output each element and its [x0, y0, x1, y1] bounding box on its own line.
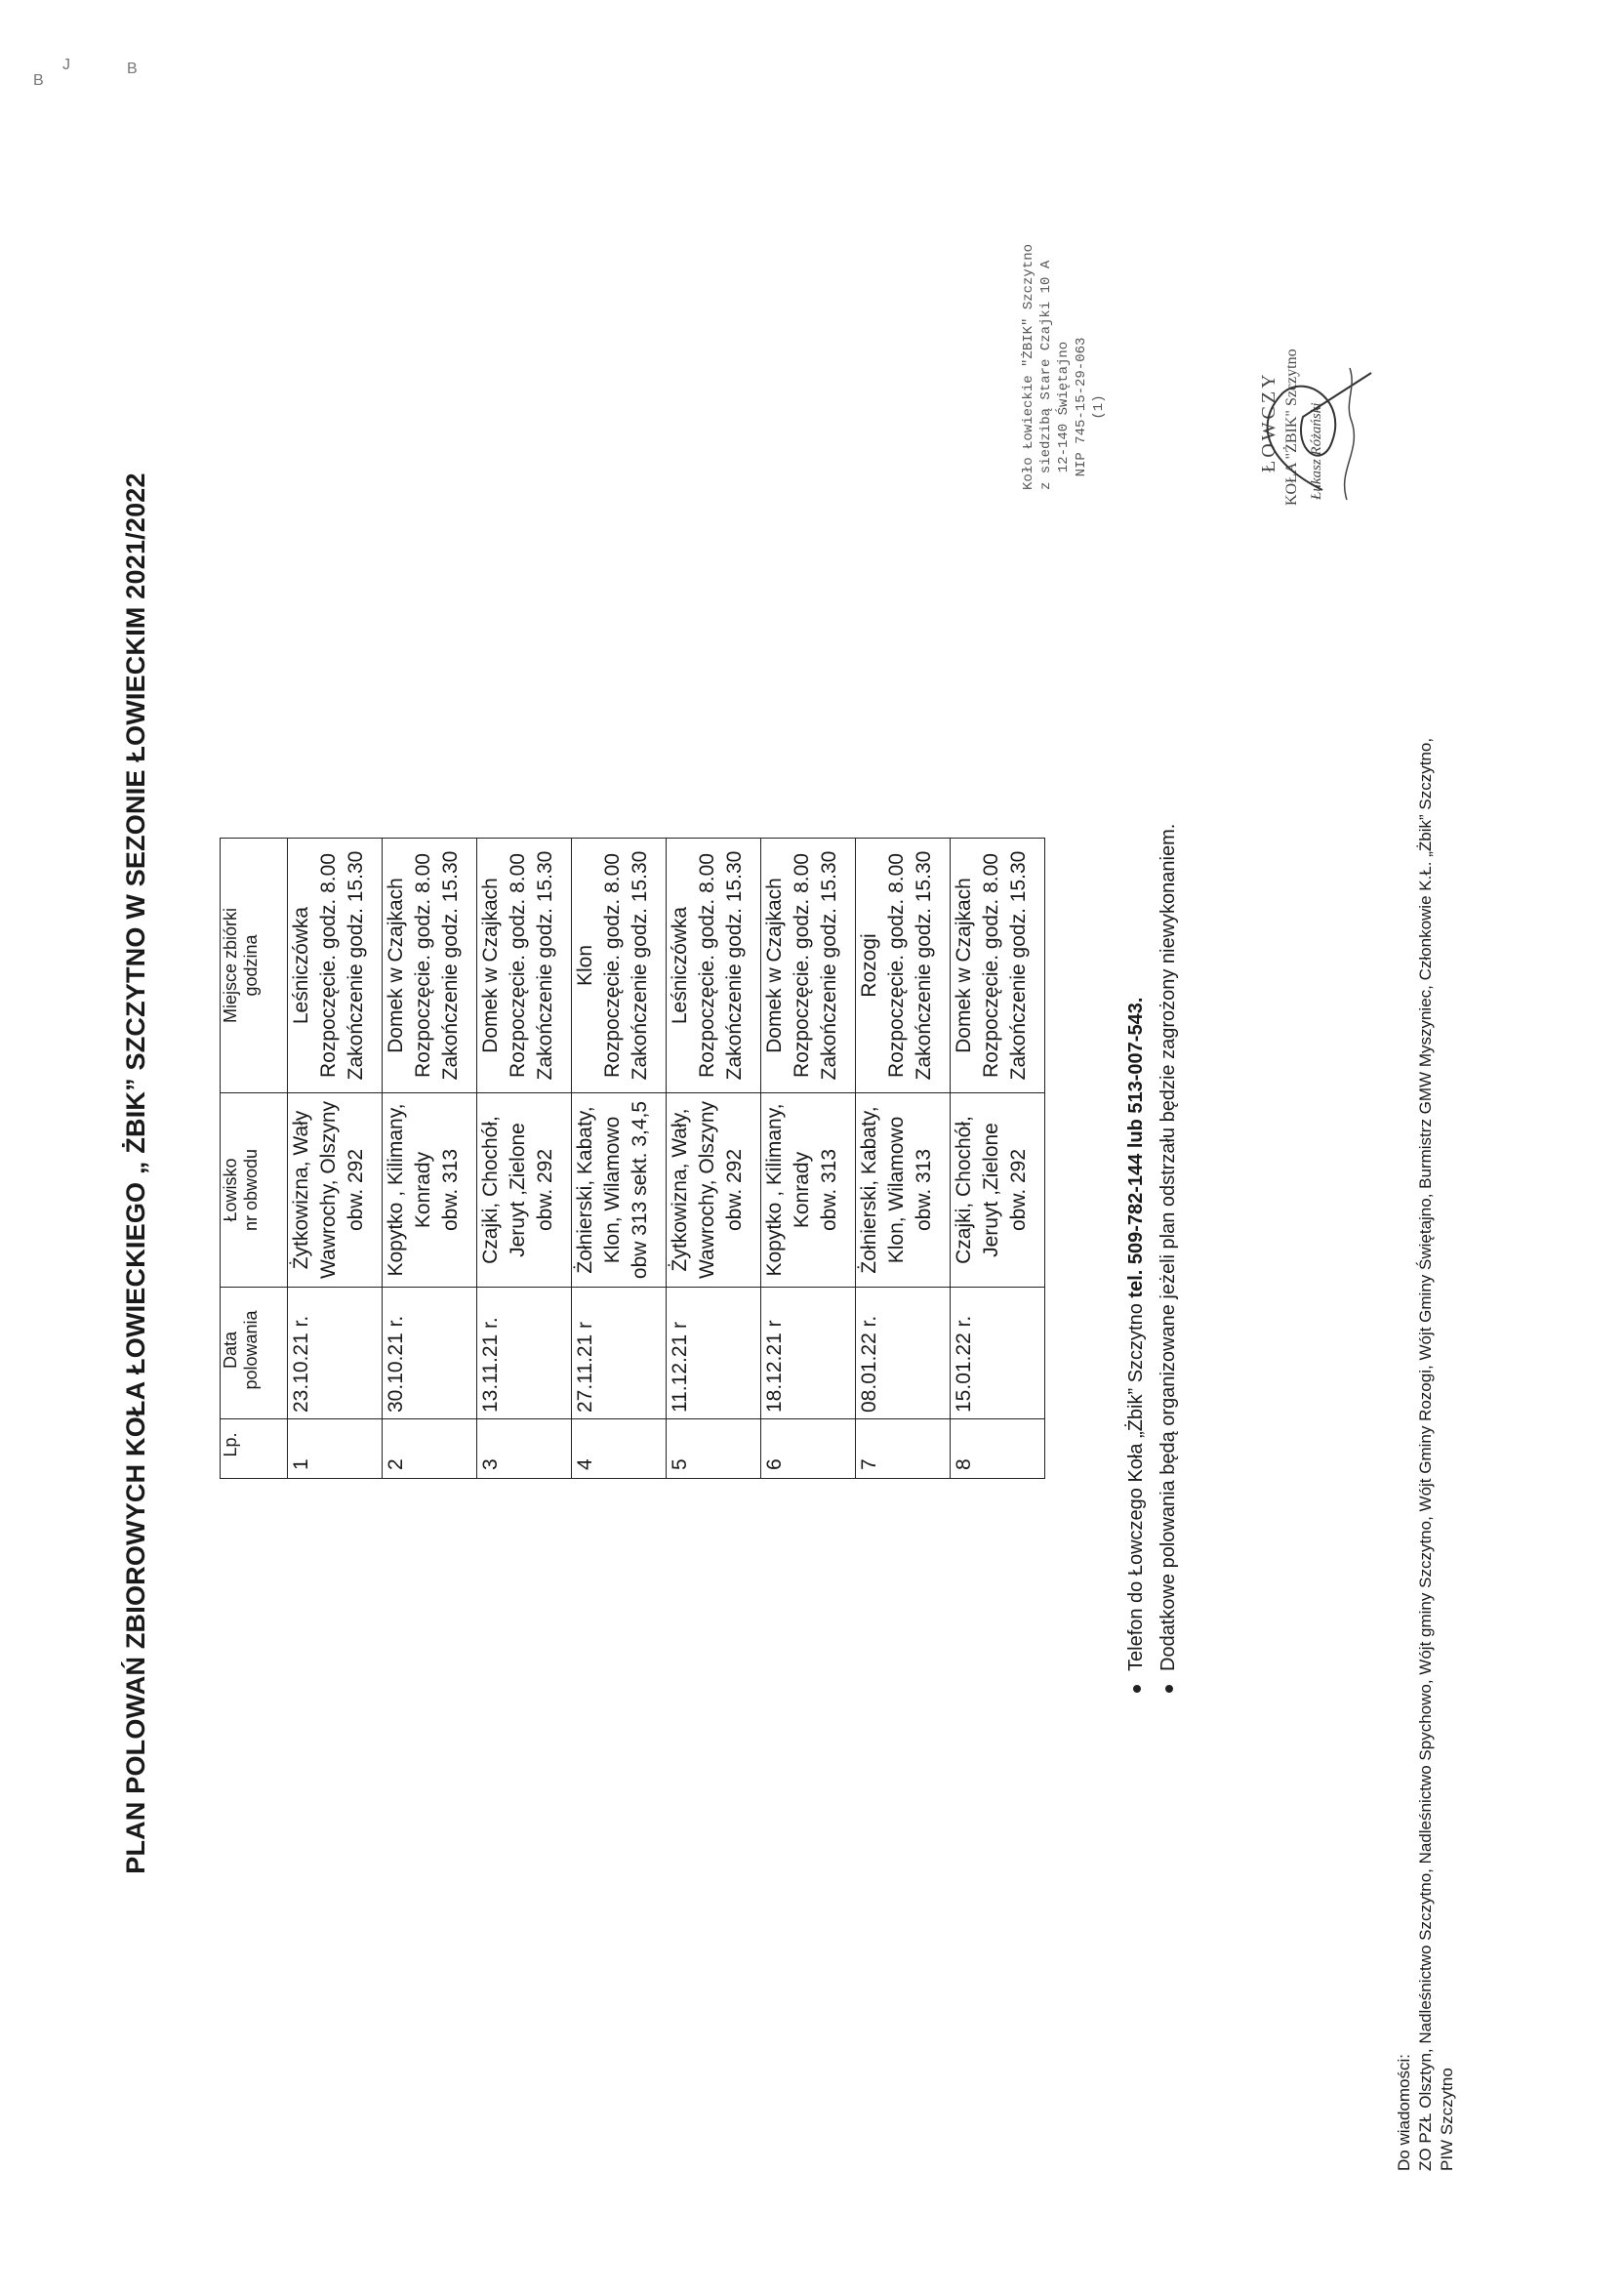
cell-lp	[667, 1419, 761, 1479]
cell-line: Rozogi	[858, 933, 880, 998]
distribution-list	[1394, 738, 1458, 2171]
cell-lowisko	[572, 1093, 667, 1288]
cell-lp	[383, 1419, 477, 1479]
cell-line: Rozpoczęcie. godz. 8.00	[885, 853, 908, 1078]
cell-line: 27.11.21 r	[574, 1321, 596, 1413]
header-line: Miejsce zbiórki	[221, 907, 240, 1024]
cell-line: Klon, Wilamowo	[885, 1116, 908, 1264]
distribution-line: PIW Szczytno	[1438, 2068, 1456, 2171]
cell-date	[383, 1288, 477, 1419]
additional-hunts-note: Dodatkowe polowania będą organizowane jeżeli plan odstrzału będzie zagrożony niewykonaniem.	[1157, 823, 1179, 1671]
list-item	[1153, 824, 1185, 1693]
bullet-icon	[1165, 1685, 1173, 1693]
cell-line: obw. 313	[913, 1148, 935, 1232]
cell-miejsce	[288, 839, 383, 1093]
cell-line: Kopytko , Kilimany,	[385, 1103, 407, 1277]
scan-mark: J	[62, 57, 70, 73]
cell-line: Żytkowizna, Wały	[290, 1110, 312, 1270]
cell-line: Zakończenie godz. 15.30	[1007, 850, 1030, 1081]
cell-line: Rozpoczęcie. godz. 8.00	[317, 853, 340, 1078]
cell-line: 11.12.21 r	[669, 1321, 691, 1413]
scan-mark: B	[33, 72, 44, 89]
cell-line: Zakończenie godz. 15.30	[439, 850, 462, 1081]
cell-miejsce	[951, 839, 1045, 1093]
cell-line: 08.01.22 r.	[858, 1315, 880, 1413]
cell-line: Leśniczówka	[290, 906, 312, 1025]
stamp-line: Koło Łowieckie "ŻBIK" Szczytno	[1021, 243, 1036, 490]
handwritten-signature	[1254, 363, 1391, 510]
cell-line: obw. 313	[439, 1148, 462, 1232]
distribution-label: Do wiadomości:	[1395, 2054, 1413, 2171]
cell-line: Zakończenie godz. 15.30	[913, 850, 935, 1081]
cell-line: obw. 313	[818, 1148, 840, 1232]
cell-lowisko	[383, 1093, 477, 1288]
cell-line: Czajki, Chochół,	[953, 1116, 975, 1264]
cell-line: Domek w Czajkach	[479, 878, 502, 1053]
cell-line: Konrady	[412, 1151, 434, 1229]
table-row	[383, 839, 477, 1479]
cell-miejsce	[856, 839, 951, 1093]
cell-line: Żytkowizna, Wały,	[669, 1108, 691, 1272]
cell-date	[667, 1288, 761, 1419]
cell-lp	[856, 1419, 951, 1479]
table-row	[477, 839, 572, 1479]
cell-date	[761, 1288, 856, 1419]
cell-lp	[951, 1419, 1045, 1479]
table-row	[856, 839, 951, 1479]
stamp-line: NIP 745-15-29-063	[1074, 337, 1089, 477]
cell-line: Wawrochy, Olszyny	[696, 1100, 718, 1280]
table-row	[288, 839, 383, 1479]
cell-date	[856, 1288, 951, 1419]
cell-line: 18.12.21 r	[763, 1320, 786, 1413]
table-row	[951, 839, 1045, 1479]
cell-miejsce	[383, 839, 477, 1093]
cell-line: 15.01.22 r.	[953, 1315, 975, 1413]
cell-date	[951, 1288, 1045, 1419]
cell-date	[572, 1288, 667, 1419]
cell-miejsce	[761, 839, 856, 1093]
cell-lowisko	[288, 1093, 383, 1288]
cell-line: obw. 292	[534, 1148, 556, 1232]
cell-line: Domek w Czajkach	[763, 878, 786, 1053]
list-item	[1120, 824, 1153, 1693]
cell-line: Klon, Wilamowo	[601, 1116, 624, 1264]
cell-line: Zakończenie godz. 15.30	[723, 850, 746, 1081]
cell-line: Konrady	[791, 1151, 813, 1229]
cell-lp	[572, 1419, 667, 1479]
table-header-row	[221, 839, 288, 1479]
seal-title: ŁOWCZY	[1258, 371, 1279, 472]
cell-line: Domek w Czajkach	[953, 878, 975, 1053]
signature-seal	[1254, 348, 1391, 510]
header-line: polowania	[241, 1310, 261, 1390]
cell-miejsce	[477, 839, 572, 1093]
cell-line: 13.11.21 r.	[479, 1317, 502, 1413]
table-row	[667, 839, 761, 1479]
table-row	[761, 839, 856, 1479]
page-title: PLAN POLOWAŃ ZBIOROWYCH KOŁA ŁOWIECKIEGO „ ŻBIK” SZCZYTNO W SEZONIE ŁOWIECKIM 2021/2022	[121, 472, 150, 1874]
cell-line: obw. 292	[723, 1148, 746, 1232]
cell-lp	[288, 1419, 383, 1479]
notes-list	[1120, 824, 1185, 1693]
cell-line: obw. 292	[345, 1148, 367, 1232]
header-miejsce	[221, 839, 288, 1093]
cell-lowisko	[667, 1093, 761, 1288]
cell-line: Leśniczówka	[669, 906, 691, 1025]
cell-date	[477, 1288, 572, 1419]
cell-lp	[761, 1419, 856, 1479]
cell-line: Żołnierski, Kabaty,	[858, 1106, 880, 1274]
hunt-schedule-table	[220, 838, 1045, 1479]
cell-line: obw. 292	[1007, 1148, 1030, 1232]
cell-line: 1	[290, 1458, 312, 1470]
cell-line: Rozpoczęcie. godz. 8.00	[601, 853, 624, 1078]
cell-lp	[477, 1419, 572, 1479]
cell-line: 6	[763, 1458, 786, 1470]
cell-line: Domek w Czajkach	[385, 878, 407, 1053]
stamp-line: z siedzibą Stare Czajki 10 A	[1038, 260, 1054, 490]
cell-line: Zakończenie godz. 15.30	[629, 850, 651, 1081]
cell-line: Rozpoczęcie. godz. 8.00	[980, 853, 1002, 1078]
cell-line: Klon	[574, 944, 596, 987]
cell-line: Jeruyt ,Zielone	[507, 1123, 529, 1257]
cell-line: 23.10.21 r.	[290, 1315, 312, 1413]
cell-line: Rozpoczęcie. godz. 8.00	[507, 853, 529, 1078]
header-line: nr obwodu	[241, 1148, 261, 1232]
cell-date	[288, 1288, 383, 1419]
cell-line: 3	[479, 1458, 502, 1470]
stamp-line: (1)	[1091, 394, 1107, 420]
header-date	[221, 1288, 288, 1419]
stamp-line: 12-140 Świętajno	[1056, 341, 1072, 473]
cell-line: 30.10.21 r.	[385, 1315, 407, 1413]
cell-line: Zakończenie godz. 15.30	[818, 850, 840, 1081]
header-lowisko	[221, 1093, 288, 1288]
cell-line: Kopytko , Kilimany,	[763, 1103, 786, 1277]
table-body	[288, 839, 1045, 1479]
cell-lowisko	[856, 1093, 951, 1288]
cell-line: Zakończenie godz. 15.30	[345, 850, 367, 1081]
cell-line: Czajki, Chochół,	[479, 1116, 502, 1264]
seal-club: KOŁA "ŻBIK" Szczytno	[1283, 348, 1300, 506]
header-lp: Lp.	[221, 1419, 288, 1479]
phone-numbers: tel. 509-782-144 lub 513-007-543.	[1125, 997, 1147, 1298]
scan-mark: B	[127, 61, 138, 77]
cell-miejsce	[667, 839, 761, 1093]
cell-line: 8	[953, 1458, 975, 1470]
cell-line: Rozpoczęcie. godz. 8.00	[696, 853, 718, 1078]
cell-miejsce	[572, 839, 667, 1093]
header-line: Łowisko	[221, 1158, 240, 1222]
cell-line: Zakończenie godz. 15.30	[534, 850, 556, 1081]
cell-lowisko	[761, 1093, 856, 1288]
cell-line: Wawrochy, Olszyny	[317, 1100, 340, 1280]
cell-line: Żołnierski, Kabaty,	[574, 1106, 596, 1274]
cell-line: 2	[385, 1458, 407, 1470]
bullet-icon	[1133, 1685, 1141, 1693]
cell-line: obw 313 sekt. 3,4,5	[629, 1100, 651, 1280]
header-line: godzina	[241, 934, 261, 997]
cell-line: 7	[858, 1458, 880, 1470]
cell-line: Jeruyt ,Zielone	[980, 1123, 1002, 1257]
phone-note-prefix: Telefon do Łowczego Koła „Żbik” Szczytno	[1125, 1297, 1147, 1671]
cell-line: 5	[669, 1458, 691, 1470]
cell-line: Rozpoczęcie. godz. 8.00	[791, 853, 813, 1078]
club-stamp	[1020, 243, 1108, 490]
seal-name: Łukasz Różański	[1309, 402, 1324, 500]
cell-lowisko	[477, 1093, 572, 1288]
table-row	[572, 839, 667, 1479]
cell-lowisko	[951, 1093, 1045, 1288]
cell-line: 4	[574, 1458, 596, 1470]
cell-line: Rozpoczęcie. godz. 8.00	[412, 853, 434, 1078]
distribution-line: ZO PZŁ Olsztyn, Nadleśnictwo Szczytno, Nadleśnictwo Spychowo, Wójt gminy Szczytno, Wójt Gminy Rozogi, Wójt Gminy Świętajno, Burmistrz GMW Myszyniec, Członkowie K.Ł. „Żbik” Szczytno,	[1416, 737, 1435, 2171]
header-line: Data	[221, 1331, 240, 1370]
